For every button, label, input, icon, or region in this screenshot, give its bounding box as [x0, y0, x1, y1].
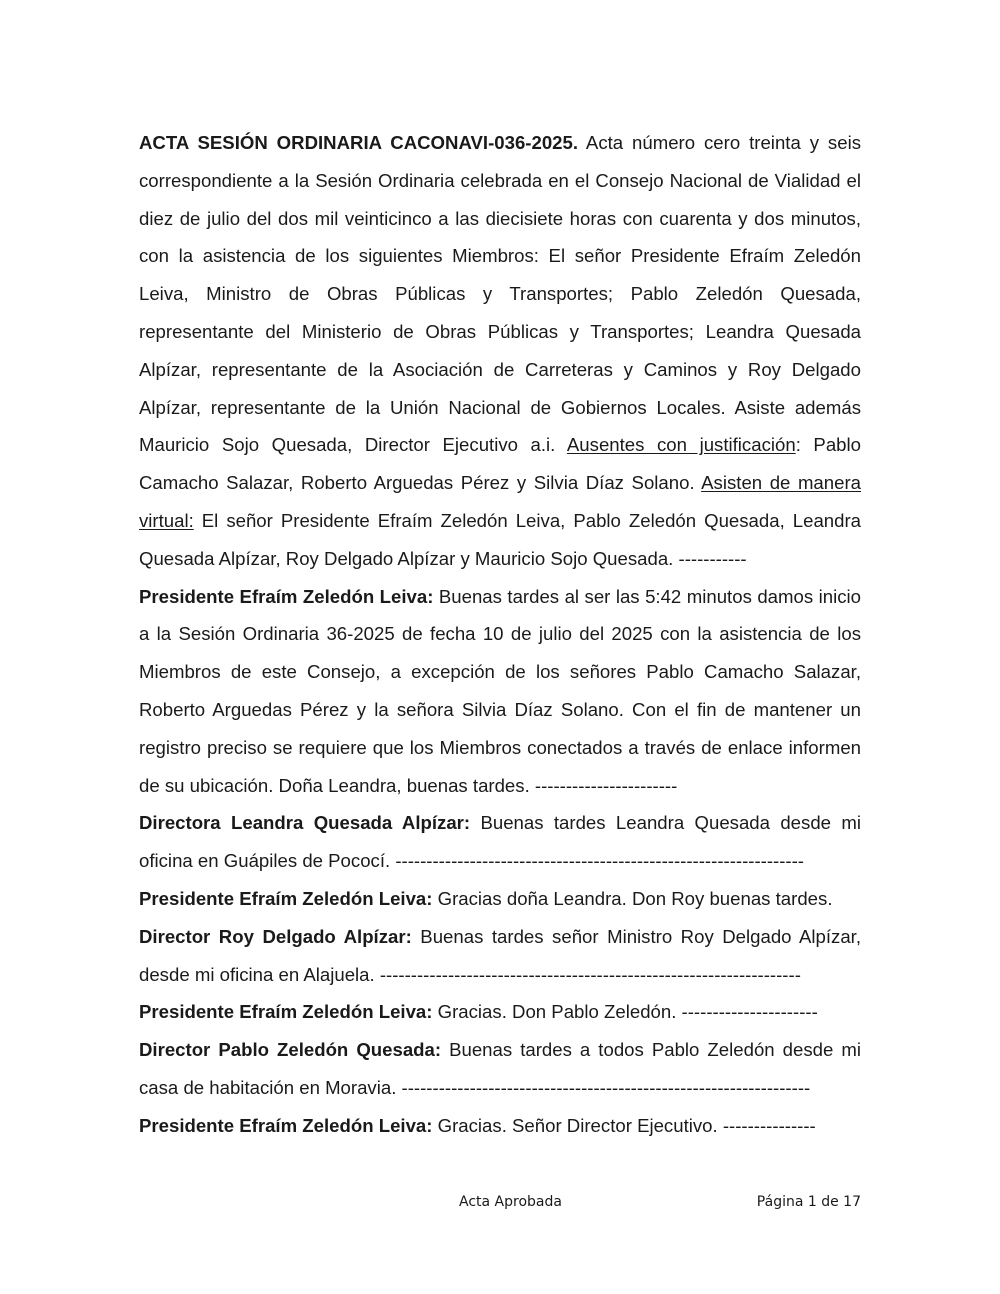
absent-label: Ausentes con justificación — [566, 434, 796, 456]
absent-text: : Pablo Camacho Salazar, Roberto Arguedas Pérez y Silvia Díaz Solano. — [139, 434, 861, 494]
speaker-name: Director Roy Delgado Alpízar: — [139, 925, 412, 947]
minutes-entry — [139, 1031, 861, 1107]
intro-paragraph — [139, 124, 861, 578]
virtual-text: El señor Presidente Efraím Zeledón Leiva, Pablo Zeledón Quesada, Leandra Quesada Alpízar, Roy Delgado Alpízar y Mauricio Sojo Quesada. ----------- — [139, 509, 861, 569]
speaker-name: Presidente Efraím Zeledón Leiva: — [139, 1001, 433, 1023]
minutes-entry — [139, 804, 861, 880]
speaker-name: Presidente Efraím Zeledón Leiva: — [139, 887, 433, 909]
minutes-entry — [139, 1107, 861, 1145]
document-body — [139, 124, 861, 1145]
entry-text: Gracias. Señor Director Ejecutivo. --------------- — [432, 1114, 816, 1136]
speaker-name: Directora Leandra Quesada Alpízar: — [139, 812, 471, 834]
minutes-entry — [139, 993, 861, 1031]
virtual-label: Asisten de manera virtual: — [139, 472, 861, 531]
entry-text: Gracias. Don Pablo Zeledón. ---------------------- — [432, 1001, 818, 1023]
intro-text: Acta número cero treinta y seis correspondiente a la Sesión Ordinaria celebrada en el Consejo Nacional de Vialidad el diez de julio del dos mil veinticinco a las diecisiete horas con cuarenta y dos minutos, con la asistencia de los siguientes Miembros: El señor Presidente Efraím Zeledón Leiva, Ministro de Obras Públicas y Transportes; Pablo Zeledón Quesada, representante del Ministerio de Obras Públicas y Transportes; Leandra Quesada Alpízar, representante de la Asociación de Carreteras y Caminos y Roy Delgado Alpízar, representante de la Unión Nacional de Gobiernos Locales. Asiste además Mauricio Sojo Quesada, Director Ejecutivo a.i. — [139, 132, 861, 456]
footer-status: Acta Aprobada — [459, 1194, 562, 1210]
speaker-name: Presidente Efraím Zeledón Leiva: — [139, 585, 434, 607]
speaker-name: Director Pablo Zeledón Quesada: — [139, 1039, 442, 1061]
speaker-name: Presidente Efraím Zeledón Leiva: — [139, 1114, 433, 1136]
minutes-entry — [139, 918, 861, 994]
document-title: ACTA SESIÓN ORDINARIA CACONAVI-036-2025. — [139, 132, 579, 153]
minutes-entry — [139, 578, 861, 805]
footer-page-number: Página 1 de 17 — [756, 1194, 861, 1210]
minutes-entry — [139, 880, 861, 918]
entry-text: Buenas tardes señor Ministro Roy Delgado Alpízar, desde mi oficina en Alajuela. -------------------------------------------------------------------- — [139, 925, 862, 985]
entry-text: Buenas tardes Leandra Quesada desde mi oficina en Guápiles de Pococí. ------------------------------------------------------------------ — [139, 812, 861, 872]
entry-text: Buenas tardes a todos Pablo Zeledón desde mi casa de habitación en Moravia. ------------------------------------------------------------------ — [139, 1039, 861, 1098]
entry-text: Gracias doña Leandra. Don Roy buenas tardes. — [432, 887, 833, 909]
entry-text: Buenas tardes al ser las 5:42 minutos damos inicio a la Sesión Ordinaria 36-2025 de fecha 10 de julio del 2025 con la asistencia de los Miembros de este Consejo, a excepción de los señores Pablo Camacho Salazar, Roberto Arguedas Pérez y la señora Silvia Díaz Solano. Con el fin de mantener un registro preciso se requiere que los Miembros conectados a través de enlace informen de su ubicación. Doña Leandra, buenas tardes. ----------------------- — [139, 585, 861, 796]
